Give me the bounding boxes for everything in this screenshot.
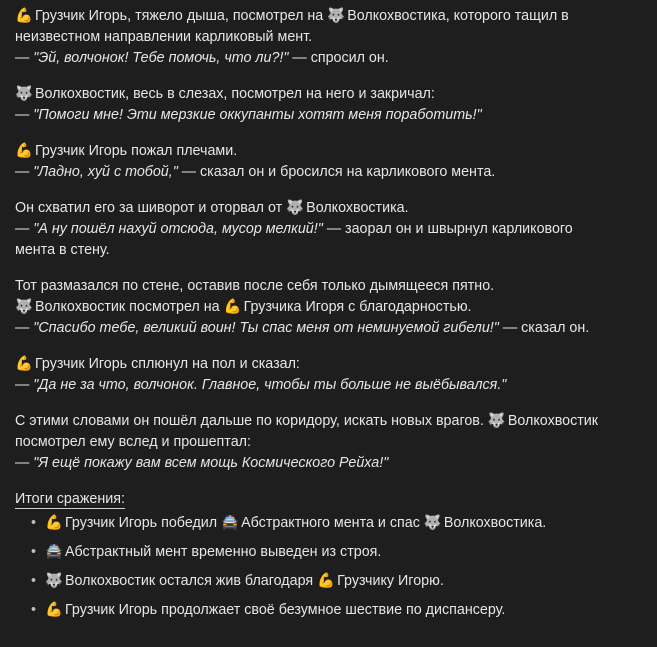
dialogue-quote: — "Я ещё покажу вам всем мощь Космического Рейха!" bbox=[15, 455, 389, 471]
story-line bbox=[15, 219, 643, 240]
story-text: Волкохвостик посмотрел на bbox=[34, 299, 220, 315]
story-line bbox=[15, 162, 643, 183]
flexed-biceps-icon: 💪 bbox=[317, 573, 335, 589]
police-car-icon: 🚔 bbox=[45, 544, 63, 560]
story-line bbox=[15, 411, 643, 432]
story-line: посмотрел ему вслед и прошептал: bbox=[15, 434, 251, 450]
wolf-icon: 🐺 bbox=[15, 86, 33, 102]
story-paragraph-6 bbox=[15, 354, 643, 396]
wolf-icon: 🐺 bbox=[487, 413, 506, 429]
list-item-text: Грузчик Игорь продолжает своё безумное шествие по диспансеру. bbox=[64, 602, 506, 618]
story-text: — сказал он. bbox=[498, 320, 590, 336]
dialogue-quote: — "А ну пошёл нахуй отсюда, мусор мелкий!" bbox=[15, 221, 323, 237]
flexed-biceps-icon: 💪 bbox=[15, 143, 33, 159]
dialogue-quote: — "Да не за что, волчонок. Главное, чтобы ты больше не выёбывался." bbox=[15, 377, 507, 393]
story-paragraph-2 bbox=[15, 84, 643, 126]
story-text: С этими словами он пошёл дальше по коридору, искать новых врагов. bbox=[15, 413, 484, 429]
story-line bbox=[15, 48, 643, 69]
story-paragraph-7 bbox=[15, 411, 643, 474]
story-text: — сказал он и бросился на карликового мента. bbox=[177, 164, 496, 180]
story-line bbox=[15, 198, 643, 219]
story-line bbox=[15, 84, 643, 105]
story-paragraph-4 bbox=[15, 198, 643, 261]
flexed-biceps-icon: 💪 bbox=[15, 356, 33, 372]
story-text: Волкохвостик, весь в слезах, посмотрел на него и закричал: bbox=[34, 86, 435, 102]
list-item bbox=[33, 542, 643, 563]
story-line: неизвестном направлении карликовый мент. bbox=[15, 29, 313, 45]
wolf-icon: 🐺 bbox=[286, 200, 304, 216]
story-line: мента в стену. bbox=[15, 242, 110, 258]
results-list bbox=[15, 513, 643, 621]
wolf-icon: 🐺 bbox=[423, 515, 442, 531]
bullet-icon: • bbox=[31, 602, 37, 618]
story-text: Грузчика Игоря с благодарностью. bbox=[243, 299, 472, 315]
results-section bbox=[15, 489, 643, 621]
dialogue-quote: — "Помоги мне! Эти мерзкие оккупанты хотят меня поработить!" bbox=[15, 107, 482, 123]
bullet-icon: • bbox=[31, 544, 37, 560]
dialogue-quote: — "Эй, волчонок! Тебе помочь, что ли?!" bbox=[15, 50, 289, 66]
bullet-icon: • bbox=[31, 573, 37, 589]
story-text: Грузчик Игорь сплюнул на пол и сказал: bbox=[34, 356, 300, 372]
story-text: — заорал он и швырнул карликового bbox=[322, 221, 573, 237]
story-line: Тот размазался по стене, оставив после себя только дымящееся пятно. bbox=[15, 278, 495, 294]
story-line bbox=[15, 354, 643, 375]
wolf-icon: 🐺 bbox=[327, 8, 346, 24]
list-item bbox=[33, 513, 643, 534]
flexed-biceps-icon: 💪 bbox=[45, 515, 63, 531]
flexed-biceps-icon: 💪 bbox=[45, 602, 63, 618]
story-paragraph-5 bbox=[15, 276, 643, 339]
story-text: Волкохвостика, которого тащил в bbox=[347, 8, 569, 24]
dialogue-quote: — "Ладно, хуй с тобой," bbox=[15, 164, 178, 180]
story-text: Волкохвостик bbox=[507, 413, 599, 429]
story-line bbox=[15, 141, 643, 162]
story-line bbox=[15, 318, 643, 339]
story-paragraph-3 bbox=[15, 141, 643, 183]
police-car-icon: 🚔 bbox=[221, 515, 239, 531]
story-text: — спросил он. bbox=[288, 50, 389, 66]
list-item-text: Волкохвостик остался жив благодаря bbox=[64, 573, 314, 589]
list-item bbox=[33, 571, 643, 592]
story-line bbox=[15, 6, 643, 27]
story-line bbox=[15, 297, 643, 318]
flexed-biceps-icon: 💪 bbox=[223, 299, 242, 315]
wolf-icon: 🐺 bbox=[15, 299, 33, 315]
flexed-biceps-icon: 💪 bbox=[15, 8, 33, 24]
list-item-text: Абстрактного мента и спас bbox=[241, 515, 420, 531]
results-heading: Итоги сражения: bbox=[15, 491, 125, 507]
list-item bbox=[33, 600, 643, 621]
list-item-text: Волкохвостика. bbox=[443, 515, 547, 531]
story-text: Грузчик Игорь, тяжело дыша, посмотрел на bbox=[34, 8, 324, 24]
list-item-text: Абстрактный мент временно выведен из строя. bbox=[64, 544, 382, 560]
story-text: Грузчик Игорь пожал плечами. bbox=[34, 143, 238, 159]
list-item-text: Грузчик Игорь победил bbox=[64, 515, 218, 531]
bullet-icon: • bbox=[31, 515, 37, 531]
story-paragraph-1 bbox=[15, 6, 643, 69]
wolf-icon: 🐺 bbox=[45, 573, 63, 589]
list-item-text: Грузчику Игорю. bbox=[337, 573, 444, 589]
story-text: Волкохвостика. bbox=[306, 200, 409, 216]
dialogue-quote: — "Спасибо тебе, великий воин! Ты спас меня от неминуемой гибели!" bbox=[15, 320, 499, 336]
story-text: Он схватил его за шиворот и оторвал от bbox=[15, 200, 283, 216]
